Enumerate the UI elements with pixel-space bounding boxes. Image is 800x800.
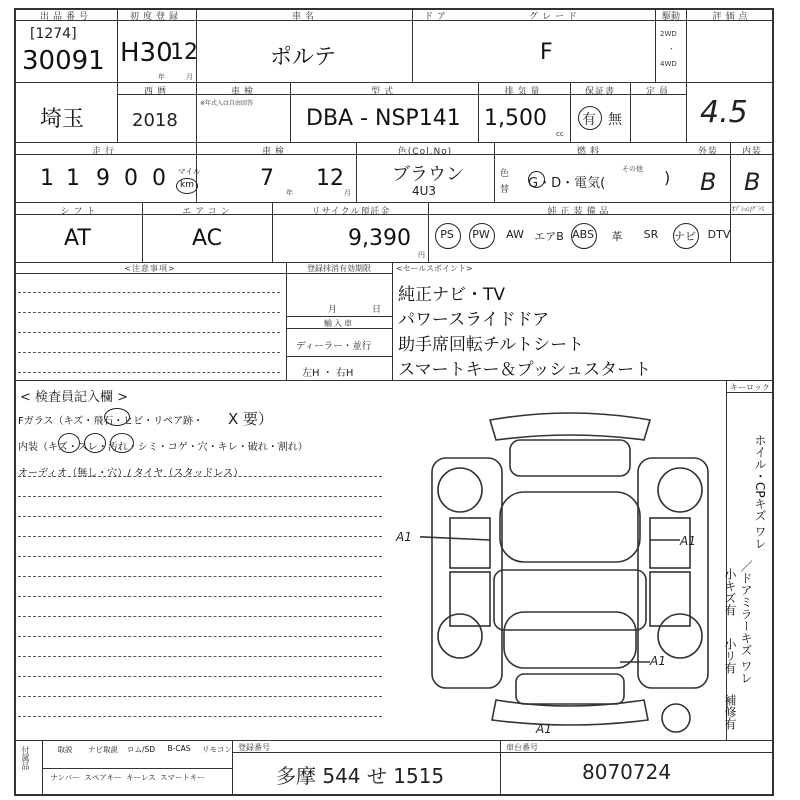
acc-row2-item-0: ナンバー bbox=[50, 773, 80, 782]
equipment-8: DTV bbox=[707, 228, 731, 241]
capacity-label: 定員 bbox=[645, 87, 672, 97]
mileage-d1: 1 bbox=[40, 166, 54, 191]
cc-unit: cc bbox=[556, 130, 564, 138]
lot-number: 30091 bbox=[22, 46, 105, 76]
equipment-circle-1 bbox=[469, 223, 495, 249]
acc-row1-item-4: リモコン bbox=[202, 745, 232, 754]
equipment-circle-4 bbox=[571, 223, 597, 249]
mileage-km: km bbox=[180, 180, 194, 190]
mileage-d3: 9 bbox=[96, 166, 110, 191]
first-registration-month: 12 bbox=[170, 40, 198, 65]
lot-number-label: 出品番号 bbox=[39, 12, 92, 22]
displacement-label: 排気量 bbox=[504, 87, 544, 97]
accessories-label: 付属品 bbox=[21, 746, 30, 770]
acc-row1-item-0: 取説 bbox=[57, 745, 73, 754]
model-code: DBA - NSP141 bbox=[306, 106, 461, 131]
front-right-wheel bbox=[658, 468, 702, 512]
rear-left-wheel bbox=[438, 614, 482, 658]
equipment-circle-7 bbox=[673, 223, 699, 249]
mark-rear: A1 bbox=[536, 722, 552, 736]
equipment-5: 革 bbox=[611, 230, 623, 243]
fuel-label: 燃料 bbox=[576, 147, 603, 157]
mileage-mile: マイル bbox=[178, 167, 201, 176]
shaken-month: 12 bbox=[316, 166, 344, 191]
note-label: <注意事項> bbox=[124, 264, 176, 273]
month-unit: 月 bbox=[186, 73, 193, 81]
inspection-interior: 内装（キズ・スレ・汚れ・シミ・コゲ・穴・キレ・破れ・割れ） bbox=[18, 442, 308, 453]
front-left-wheel bbox=[438, 468, 482, 512]
spare-tire bbox=[662, 704, 690, 732]
color-unit: 色 bbox=[500, 169, 510, 179]
vertical-note-5: 補修有 bbox=[723, 694, 737, 730]
mark-rear-right: A1 bbox=[650, 654, 666, 668]
sales-point-3: 助手席回転チルトシート bbox=[398, 335, 585, 355]
equipment-2: AW bbox=[506, 228, 524, 241]
exterior-label: 外装 bbox=[697, 147, 718, 157]
aircon-value: AC bbox=[192, 226, 223, 251]
chassis-number-label: 車台番号 bbox=[506, 743, 538, 752]
equipment-circle-0 bbox=[435, 223, 461, 249]
recycle-label: リサイクル預託金 bbox=[311, 207, 391, 217]
hood bbox=[510, 440, 630, 476]
note-small: ※年式入は自由回答 bbox=[200, 100, 254, 107]
mileage-d5: 0 bbox=[152, 166, 166, 191]
inspection-glass: Fガラス（キズ・飛石・ヒビ・リペア跡・ bbox=[18, 416, 204, 427]
aircon-label: エアコン bbox=[182, 207, 234, 217]
score-value: 4.5 bbox=[700, 95, 748, 130]
equipment-4: ABS bbox=[572, 228, 594, 241]
drive-2wd: 2WD bbox=[660, 30, 677, 38]
drive-label: 駆動 bbox=[661, 12, 680, 22]
fuel-other: その他 bbox=[622, 165, 643, 173]
rear-glass bbox=[504, 612, 636, 668]
equipment-6: SR bbox=[643, 228, 659, 241]
windshield bbox=[500, 492, 640, 562]
mileage-d2: 1 bbox=[66, 166, 80, 191]
shift-label: シフト bbox=[60, 207, 100, 217]
acc-row2-item-1: スペアキー bbox=[84, 773, 122, 782]
acc-row1-item-1: ナビ取説 bbox=[88, 745, 118, 754]
left-front-door bbox=[450, 518, 490, 568]
registration-number: 多摩 544 せ 1515 bbox=[276, 764, 445, 788]
vertical-note-3: 小キズ有 bbox=[723, 568, 737, 616]
expiry-month: 月 bbox=[328, 305, 338, 315]
car-name-label: 車名 bbox=[291, 12, 318, 22]
shaken-nen: 年 bbox=[286, 189, 293, 197]
front-bumper bbox=[490, 413, 650, 440]
shaken-gatsu: 月 bbox=[344, 189, 351, 197]
inspector-title: < 検査員記入欄 > bbox=[20, 390, 129, 405]
vertical-note-1: ホイル・CPキズ ワレ bbox=[753, 434, 767, 550]
car-name: ポルテ bbox=[270, 45, 337, 70]
inspection-audio: オーディオ（無し・穴）/ タイヤ（スタッドレス） bbox=[18, 468, 244, 479]
warranty-yes: 有 bbox=[582, 112, 596, 128]
first-registration-label: 初度登録 bbox=[129, 12, 182, 22]
color-change: 替 bbox=[500, 185, 510, 195]
acc-row2-item-2: キーレス bbox=[126, 773, 156, 782]
import-dealer: ディーラー・並行 bbox=[296, 341, 372, 352]
left-side bbox=[432, 458, 502, 688]
shaken-label: 車検 bbox=[230, 87, 257, 97]
door-label: ドア bbox=[424, 12, 450, 22]
sales-point-1: 純正ナビ・TV bbox=[398, 285, 506, 305]
mark-left-door: A1 bbox=[396, 530, 412, 544]
interior-grade: B bbox=[744, 168, 761, 196]
chassis-number: 8070724 bbox=[582, 760, 672, 784]
key-lock-label: キーロック bbox=[730, 383, 770, 392]
equipment-0: PS bbox=[440, 228, 454, 241]
import-label: 輸入車 bbox=[324, 319, 354, 328]
shaken2-label: 車検 bbox=[261, 147, 288, 157]
shaken-year: 7 bbox=[260, 166, 274, 191]
reg-expiry-label: 登録抹消有効期限 bbox=[307, 264, 371, 273]
displacement-value: 1,500 bbox=[484, 106, 547, 131]
right-side bbox=[638, 458, 708, 688]
first-registration-era: H30 bbox=[120, 38, 173, 68]
reg-number-label: 登録番号 bbox=[238, 743, 270, 752]
exterior-grade: B bbox=[700, 168, 717, 196]
mark-right-door: A1 bbox=[680, 534, 696, 548]
acc-row1-item-3: B-CAS bbox=[167, 744, 191, 753]
right-rear-door bbox=[650, 572, 690, 626]
warranty-no: 無 bbox=[608, 112, 622, 128]
interior-scratch-circle bbox=[58, 433, 80, 453]
sales-point-4: スマートキー＆プッシュスタート bbox=[398, 360, 652, 380]
rear-right-wheel bbox=[658, 614, 702, 658]
roof bbox=[494, 570, 646, 630]
vertical-note-4: 小リ有 bbox=[723, 638, 737, 674]
grade-value: F bbox=[540, 40, 553, 65]
inspection-glass-mark: X 要） bbox=[228, 410, 274, 428]
acc-row2-item-3: スマートキー bbox=[160, 773, 205, 782]
vertical-note-2: ／ドアミラーキズ ワレ bbox=[739, 560, 753, 684]
glass-chip-circle bbox=[104, 408, 130, 426]
interior-dirt-circle bbox=[110, 433, 134, 453]
shift-value: AT bbox=[64, 226, 91, 251]
acc-row1-item-2: ロム/SD bbox=[126, 745, 156, 754]
car-diagram bbox=[420, 400, 720, 740]
sales-point-2: パワースライドドア bbox=[398, 310, 550, 330]
fuel-options: G・D・電気( bbox=[528, 176, 606, 191]
sales-points-label: <セールスポイント> bbox=[396, 264, 473, 273]
year-unit: 年 bbox=[158, 73, 165, 81]
recycle-value: 9,390 bbox=[348, 226, 411, 251]
mileage-d4: 0 bbox=[124, 166, 138, 191]
seibu-label: 西暦 bbox=[143, 87, 170, 97]
lot-code: [1274] bbox=[30, 26, 77, 42]
model-label: 型式 bbox=[370, 87, 397, 97]
equipment-7: ナビ bbox=[674, 230, 696, 243]
color-code: 4U3 bbox=[412, 184, 437, 198]
color-name: ブラウン bbox=[392, 164, 464, 185]
drive-4wd: 4WD bbox=[660, 60, 677, 68]
interior-wear-circle bbox=[84, 433, 106, 453]
mileage-label: 走行 bbox=[91, 147, 118, 157]
drive-dot: ・ bbox=[668, 45, 675, 53]
fuel-selected bbox=[528, 171, 545, 188]
region: 埼玉 bbox=[40, 107, 85, 132]
left-rear-door bbox=[450, 572, 490, 626]
warranty-label: 保証書 bbox=[584, 87, 615, 97]
equipment-1: PW bbox=[472, 228, 490, 241]
score-label: 評価点 bbox=[712, 12, 752, 22]
equipment-label: 純正装備品 bbox=[547, 207, 613, 217]
options-label: ｵﾌﾟｼｮﾝ/ｸﾞﾗｽ bbox=[732, 206, 765, 213]
year-value: 2018 bbox=[132, 110, 178, 131]
import-hand: 左H ・ 右H bbox=[302, 368, 354, 379]
yen-unit: 円 bbox=[418, 251, 425, 259]
equipment-3: エアB bbox=[534, 230, 564, 243]
trunk bbox=[516, 674, 624, 704]
interior-label: 内装 bbox=[741, 147, 762, 157]
grade-label: グレード bbox=[528, 12, 581, 22]
color-label: 色(Col.No) bbox=[397, 147, 453, 157]
expiry-day: 日 bbox=[372, 305, 382, 315]
